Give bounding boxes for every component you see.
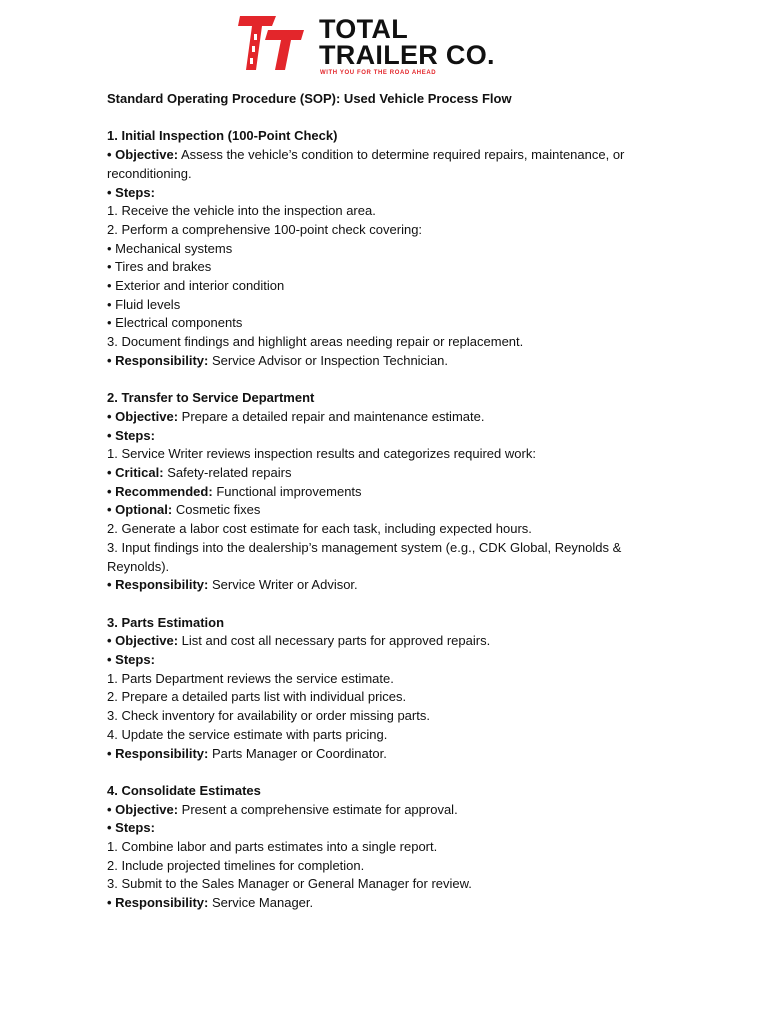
responsibility-label: • Responsibility: [107,352,209,368]
step-line [107,314,652,333]
step-text: 1. Combine labor and parts estimates into a single report. [107,839,438,855]
step-text: 1. Service Writer reviews inspection results and categorizes required work: [107,446,536,462]
step-text: 4. Update the service estimate with parts pricing. [107,726,388,742]
steps-label: • Steps: [107,652,155,668]
section-objective [107,801,652,820]
logo-line-1: TOTAL [319,14,408,44]
logo-wordmark [319,16,495,68]
step-line [107,838,652,857]
step-text: 3. Submit to the Sales Manager or General Manager for review. [107,876,472,892]
responsibility-label: • Responsibility: [107,745,209,761]
step-line [107,221,652,240]
step-text: 3. Document findings and highlight areas needing repair or replacement. [107,334,524,350]
section-objective [107,408,652,427]
step-line [107,464,652,483]
document-title: Standard Operating Procedure (SOP): Used Vehicle Process Flow [107,91,512,106]
spacer [107,371,652,390]
responsibility-text: Service Manager. [211,895,314,911]
spacer [107,109,652,128]
step-text: • Electrical components [107,315,243,331]
section-heading: 4. Consolidate Estimates [107,782,261,798]
objective-label: • Objective: [107,147,179,163]
step-text: 1. Parts Department reviews the service estimate. [107,670,394,686]
step-line [107,277,652,296]
logo-line-2: TRAILER CO. [319,40,495,70]
step-text: • Fluid levels [107,296,181,312]
step-line [107,240,652,259]
objective-text: List and cost all necessary parts for approved repairs. [181,633,491,649]
step-text: 3. Input findings into the dealership’s management system (e.g., CDK Global, Reynolds & Reynolds). [107,539,622,574]
spacer [107,763,652,782]
company-logo [238,14,510,80]
objective-label: • Objective: [107,633,179,649]
step-text: • Mechanical systems [107,240,233,256]
step-label: • Recommended: [107,483,213,499]
responsibility-text: Service Advisor or Inspection Technician. [211,352,449,368]
step-line [107,539,652,576]
step-text: Cosmetic fixes [175,502,261,518]
step-text: • Exterior and interior condition [107,278,285,294]
section-responsibility [107,894,652,913]
objective-text: Assess the vehicle’s condition to determine required repairs, maintenance, or reconditioning. [107,147,625,181]
step-text: 1. Receive the vehicle into the inspection area. [107,203,376,219]
tt-monogram-icon [238,14,306,74]
step-text: Safety-related repairs [167,465,292,481]
sop-document [107,90,652,913]
step-line [107,501,652,520]
responsibility-label: • Responsibility: [107,577,209,593]
step-line [107,445,652,464]
logo-tagline: WITH YOU FOR THE ROAD AHEAD [320,70,437,76]
section-responsibility [107,352,652,371]
section-objective [107,146,652,183]
section-objective [107,632,652,651]
steps-label: • Steps: [107,184,155,200]
step-line [107,857,652,876]
step-line [107,875,652,894]
step-line [107,726,652,745]
step-text: 3. Check inventory for availability or order missing parts. [107,708,430,724]
step-line [107,707,652,726]
step-text: 2. Perform a comprehensive 100-point check covering: [107,221,423,237]
section-responsibility [107,576,652,595]
objective-text: Present a comprehensive estimate for approval. [181,801,458,817]
step-label: • Critical: [107,465,164,481]
step-line [107,483,652,502]
section-responsibility [107,745,652,764]
step-label: • Optional: [107,502,173,518]
step-line [107,670,652,689]
section-heading: 3. Parts Estimation [107,614,225,630]
step-line [107,202,652,221]
objective-label: • Objective: [107,408,179,424]
step-line [107,520,652,539]
objective-text: Prepare a detailed repair and maintenance estimate. [181,408,485,424]
objective-label: • Objective: [107,801,179,817]
step-line [107,296,652,315]
spacer [107,595,652,614]
step-text: • Tires and brakes [107,259,212,275]
steps-label: • Steps: [107,820,155,836]
steps-label: • Steps: [107,427,155,443]
responsibility-text: Service Writer or Advisor. [211,577,358,593]
responsibility-label: • Responsibility: [107,895,209,911]
step-text: 2. Generate a labor cost estimate for each task, including expected hours. [107,521,532,537]
step-line [107,258,652,277]
section-heading: 2. Transfer to Service Department [107,390,315,406]
section-heading: 1. Initial Inspection (100-Point Check) [107,128,338,144]
step-text: 2. Include projected timelines for completion. [107,857,365,873]
step-text: 2. Prepare a detailed parts list with individual prices. [107,689,407,705]
step-line [107,688,652,707]
responsibility-text: Parts Manager or Coordinator. [211,745,387,761]
step-text: Functional improvements [216,483,362,499]
step-line [107,333,652,352]
